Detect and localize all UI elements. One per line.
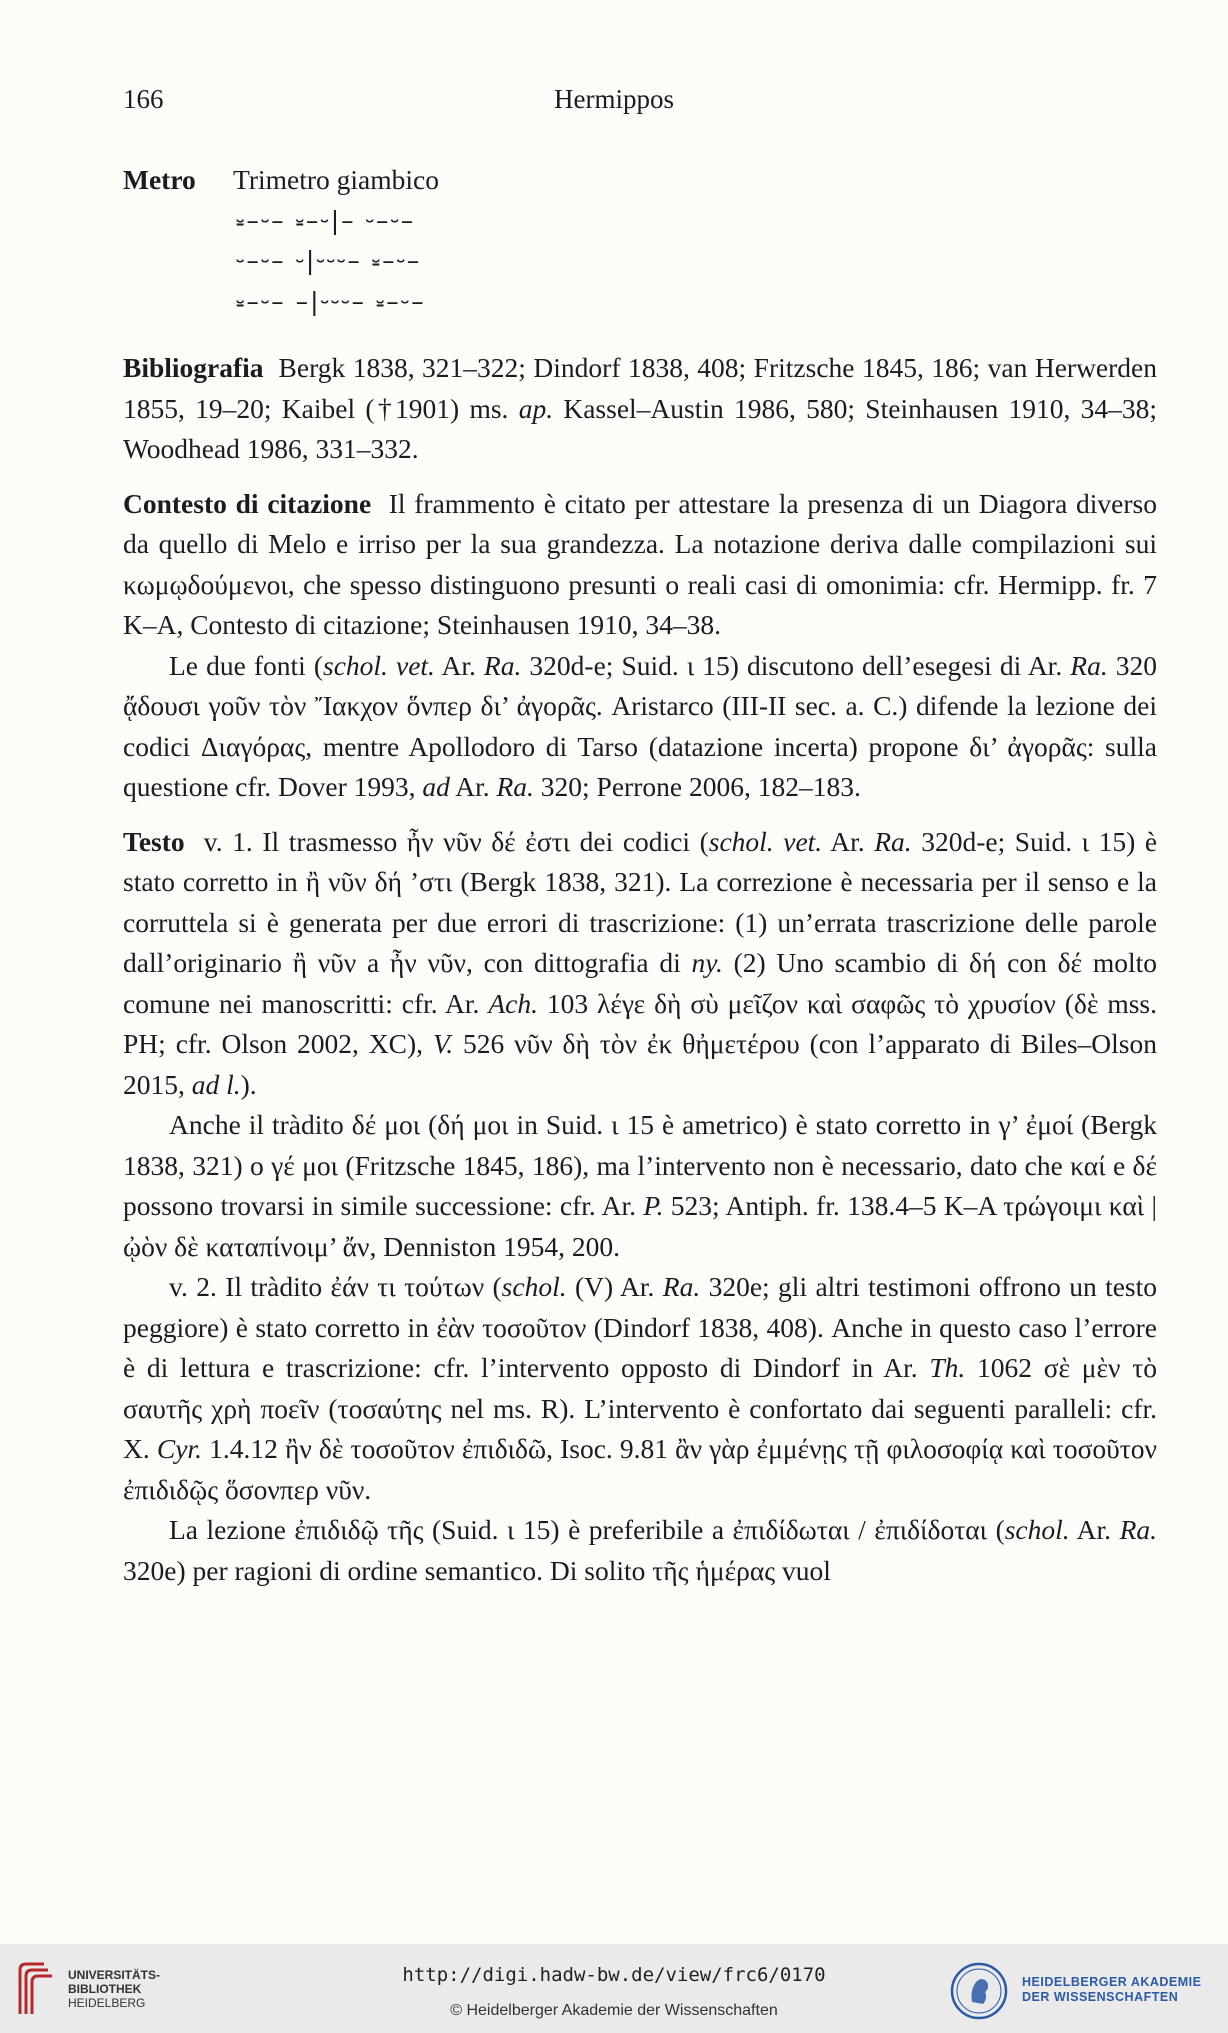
permalink-url[interactable]: http://digi.hadw-bw.de/view/frc6/0170 [402,1964,826,1986]
metro-section [123,160,1157,322]
metrical-scheme-line: ⏓–⏑– –|⏑⏑⏑– ⏓–⏑– [236,286,426,316]
copyright-notice: © Heidelberger Akademie der Wissenschaften [450,2002,778,2019]
main-text [123,160,1157,1591]
contesto-section [123,484,1157,646]
contesto-label: Contesto di citazione [123,487,372,519]
testo-paragraph-3: v. 2. Il tràdito ἐάν τι τούτων (schol. (V) Ar. Ra. 320e; gli altri testimoni offrono un testo peggiore) è stato corretto in ἐὰν τοσοῦτον (Dindorf 1838, 408). Anche in questo caso l’errore è di lettura e trascrizione: cfr. l’intervento opposto di Dindorf in Ar. Th. 1062 σὲ μὲν τὸ σαυτῆς χρὴ ποεῖν (τοσαύτης nel ms. R). L’intervento è confortato dai seguenti paralleli: cfr. X. Cyr. 1.4.12 ἢν δὲ τοσοῦτον ἐπιδιδῶ, Isoc. 9.81 ἂν γὰρ ἐμμένῃς τῇ φιλοσοφίᾳ καὶ τοσοῦτον ἐπιδιδῷς ὅσονπερ νῦν. [123,1271,1158,1505]
bibliografia-text-b: Kassel–Austin 1986, 580; Steinhausen 1910, 34–38; Woodhead 1986, 331–332. [123,392,1157,464]
testo-section: Testo v. 1. Il trasmesso ἦν νῦν δέ ἐστι dei codici (schol. vet. Ar. Ra. 320d-e; Suid. ι 15) è stato corretto in ἢ νῦν δή ’στι (Bergk 1838, 321). La correzione è necessaria per il senso e la corruttela si è generata per due errori di trascrizione: (1) un’errata trascrizione delle parole dall’originario ἢ νῦν a ἦν νῦν, con dittografia di ny. (2) Uno scambio di δή con δέ molto comune nei manoscritti: cfr. Ar. Ach. 103 λέγε δὴ σὺ μεῖζον καὶ σαφῶς τὸ χρυσίον (δὲ mss. PH; cfr. Olson 2002, XC), V. 526 νῦν δὴ τὸν ἐκ θἠμετέρου (con l’apparato di Biles–Olson 2015, ad l.). [123,825,1158,1100]
academy-seal-icon [950,1962,1008,2020]
testo-paragraph-4: La lezione ἐπιδιδῷ τῆς (Suid. ι 15) è preferibile a ἐπιδίδωται / ἐπιδίδοται (schol. Ar. Ra. 320e) per ragioni di ordine semantico. Di solito τῆς ἡμέρας vuol [123,1514,1157,1586]
metrical-scheme-line: ⏑–⏑– ⏑|⏑⏑⏑– ⏓–⏑– [236,246,422,275]
metro-title: Trimetro giambico [233,164,439,195]
running-title: Hermippos [554,84,674,114]
viewer-footer [0,1944,1228,2033]
page-number: 166 [123,84,164,114]
library-name: UNIVERSITÄTS- BIBLIOTHEK HEIDELBERG [68,1968,161,2010]
contesto-paragraph-2: Le due fonti (schol. vet. Ar. Ra. 320d-e; Suid. ι 15) discutono dell’esegesi di Ar. Ra. 320 ᾄδουσι γοῦν τὸν Ἴακχον ὅνπερ δι’ ἀγορᾶς. Aristarco (III-II sec. a. C.) difende la lezione dei codici Διαγόρας, mentre Apollodoro di Tarso (datazione incerta) propone δι’ ἀγορᾶς: sulla questione cfr. Dover 1993, ad Ar. Ra. 320; Perrone 2006, 182–183. [123,649,1158,802]
testo-paragraph-2: Anche il tràdito δέ μοι (δή μοι in Suid. ι 15 è ametrico) è stato corretto in γ’ ἐμοί (Bergk 1838, 321) o γέ μοι (Fritzsche 1845, 186), ma l’intervento non è necessario, dato che καί e δέ possono trovarsi in simile successione: cfr. Ar. P. 523; Antiph. fr. 138.4–5 K–A τρώγοιμι καὶ | ᾠὸν δὲ καταπίνοιμ’ ἄν, Denniston 1954, 200. [123,1109,1158,1262]
bibliografia-ap: ap. [518,392,554,424]
testo-label: Testo [123,825,185,857]
metrical-scheme-line: ⏓–⏑– ⏓–⏑|– ⏑–⏑– [236,205,416,235]
metro-label: Metro [123,164,196,195]
academy-name: HEIDELBERGER AKADEMIE DER WISSENSCHAFTEN [1022,1975,1202,2004]
bibliografia-text-a: Bergk 1838, 321–322; Dindorf 1838, 408; Fritzsche 1845, 186; van Herwerden 1855, 19–20; Kaibel (†1901) ms. [123,352,1157,424]
bibliografia-label: Bibliografia [123,352,264,383]
contesto-paragraph-1: Il frammento è citato per attestare la presenza di un Diagora diverso da quello di Melo e irriso per la sua grandezza. La notazione deriva dalle compilazioni sui κωμῳδούμενοι, che spesso distinguono presunti o reali casi di omonimia: cfr. Hermipp. fr. 7 K–A, Contesto di citazione; Steinhausen 1910, 34–38. [123,487,1157,640]
bibliografia-section [123,348,1157,470]
